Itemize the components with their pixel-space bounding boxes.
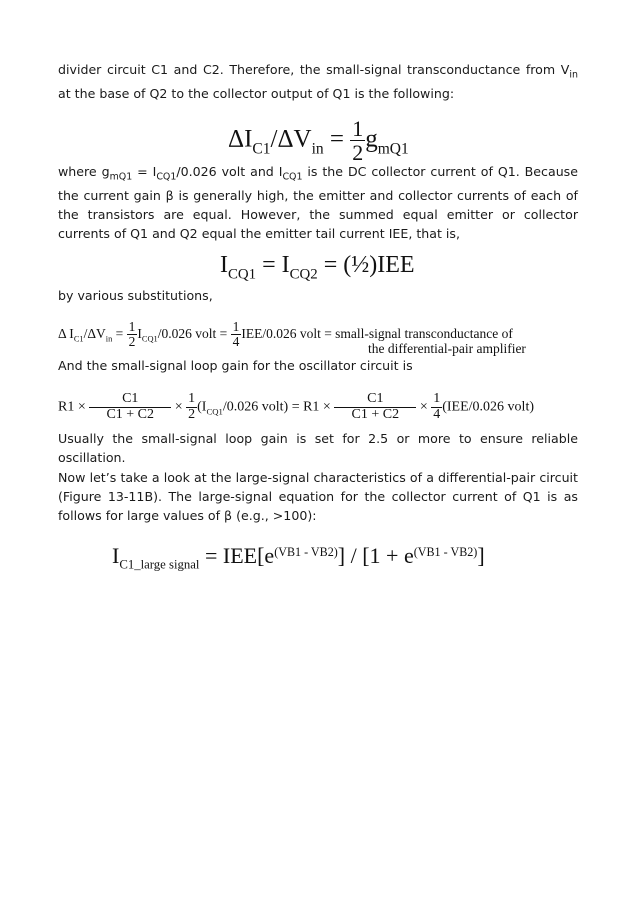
subscript: in [569, 69, 578, 81]
eq-text: = I [256, 252, 290, 278]
denominator: C1 + C2 [106, 406, 155, 422]
eq-sub: in [105, 334, 113, 344]
eq-text: the differential-pair amplifier [368, 341, 526, 356]
fraction [231, 320, 242, 349]
text: where g [58, 164, 110, 179]
paragraph-reliable-oscillation [58, 429, 578, 467]
text: is the DC collector current of Q1. Because the current gain β is generally high, the emitter and collector currents of each of the transistors are equal. However, the summed equal emitter or collector currents of Q1 and Q2 equal the emitter tail current IEE, that is, [58, 164, 578, 242]
fraction [334, 392, 416, 422]
text: divider circuit C1 and C2. Therefore, the small-signal transconductance from V [58, 62, 570, 77]
eq-sub: C1 [73, 334, 84, 344]
paragraph-gm [58, 162, 578, 243]
text: at the base of Q2 to the collector output of Q1 is the following: [58, 86, 455, 102]
eq-text: R1 × [58, 399, 90, 415]
eq-text: Δ I [58, 325, 74, 341]
eq-text: (IEE/0.026 volt) [442, 399, 534, 415]
eq-sub: CQ1 [228, 266, 257, 283]
eq-sub: CQ2 [289, 266, 318, 283]
eq-sub: CQ1 [141, 334, 158, 344]
eq-text: /ΔV [83, 325, 106, 341]
denominator: 4 [433, 406, 441, 422]
subscript: CQ1 [282, 171, 303, 183]
numerator: 1 [188, 391, 196, 406]
eq-text: I [137, 325, 142, 341]
eq-text: × [171, 399, 187, 415]
eq-text: = [323, 125, 351, 153]
equation-substitution-line2 [368, 341, 526, 357]
equation-loop-gain [58, 392, 534, 422]
eq-text: /0.026 volt = [157, 325, 231, 341]
denominator: C1 + C2 [351, 406, 400, 422]
eq-text: ] [477, 543, 485, 568]
text: Now let’s take a look at the large-signal characteristics of a differential-pair circuit (Figure 13-11B). The large-signal equation for the collector current of Q1 is as follows for large values of β (e.g., >100): [58, 470, 578, 523]
numerator: 1 [433, 391, 441, 406]
eq-sup: (VB1 - VB2) [274, 544, 338, 559]
eq-text: × [416, 399, 432, 415]
eq-text: I [220, 252, 228, 278]
eq-sub: in [311, 140, 324, 158]
numerator: 1 [352, 116, 364, 141]
eq-text: /ΔV [270, 125, 312, 153]
eq-sub: CQ1 [206, 406, 223, 417]
paragraph-substitutions [58, 286, 578, 305]
text: = I [132, 164, 157, 179]
denominator: 4 [232, 334, 240, 350]
denominator: 2 [352, 140, 364, 166]
text: by various substitutions, [58, 288, 213, 303]
equation-large-signal [112, 543, 485, 573]
eq-sub: C1_large signal [119, 557, 200, 572]
eq-text: g [365, 125, 378, 153]
subscript: mQ1 [109, 171, 133, 183]
numerator: 1 [232, 319, 240, 334]
eq-text: = (½)IEE [317, 252, 415, 278]
eq-sub: mQ1 [377, 140, 409, 158]
numerator: C1 [334, 392, 416, 408]
paragraph-large-signal [58, 468, 578, 525]
text: Usually the small-signal loop gain is set for 2.5 or more to ensure reliable oscillation. [58, 431, 578, 465]
eq-text: I [112, 543, 120, 568]
denominator: 2 [188, 406, 196, 422]
text: /0.026 volt and I [176, 164, 283, 179]
eq-text: = IEE[e [199, 543, 275, 568]
eq-text: /0.026 volt) = R1 × [222, 399, 335, 415]
text: And the small-signal loop gain for the oscillator circuit is [58, 358, 413, 373]
paragraph-loop-gain [58, 356, 578, 375]
eq-text: IEE/0.026 volt = small-signal transconductance of [241, 325, 513, 341]
denominator: 2 [128, 334, 136, 350]
eq-text: (I [197, 399, 207, 415]
eq-sub: C1 [252, 140, 271, 158]
numerator: C1 [89, 392, 171, 408]
fraction [350, 117, 365, 164]
eq-sup: (VB1 - VB2) [413, 544, 478, 559]
fraction [431, 392, 442, 422]
eq-text: ] / [1 + e [337, 543, 414, 568]
equation-transconductance [228, 117, 409, 164]
fraction [89, 392, 171, 422]
eq-text: = [112, 325, 127, 341]
fraction [127, 320, 138, 349]
eq-text: ΔI [228, 125, 253, 153]
fraction [186, 392, 197, 422]
paragraph-intro [58, 60, 578, 103]
subscript: CQ1 [156, 171, 177, 183]
equation-tail-current [220, 252, 415, 284]
numerator: 1 [128, 319, 136, 334]
